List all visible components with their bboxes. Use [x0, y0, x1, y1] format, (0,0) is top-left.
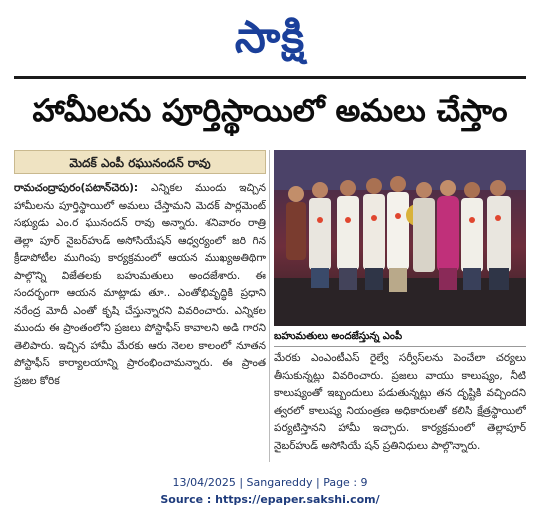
article-photo — [274, 150, 526, 326]
article-dateline: రామచంద్రాపురం(పటాన్‌చెరు): — [14, 182, 139, 194]
photo-caption: బహుమతులు అందజేస్తున్న ఎంపీ — [274, 328, 526, 347]
article-body-right: మేరకు ఎంఎంటీఎస్ రైల్వే సర్వీస్‌లను పెంచేలా చర్యలు తీసుకున్నట్లు వివరించారు. ప్రజలు వాయు కాలుష్యం, నీటి కాలుష్యంతో ఇబ్బందులు పడుతున్నట్లు తన దృష్టికి వచ్చిందని త్వరలో కాలుష్య నియంత్రణ అధికారులతో కలిసి క్షేత్రస్థాయిలో పర్యటిస్తానని హామీ ఇచ్చారు. కార్యక్రమంలో తెల్లాపూర్ నైబర్‌హుడ్ అసోసియే షన్ ప్రతినిధులు పాల్గొన్నారు. — [274, 352, 526, 452]
masthead-logo-text: సాక్షి — [234, 12, 306, 63]
article-body-left-text: ఎన్నికల ముందు ఇచ్చిన హామీలను పూర్తిస్థాయిలో అమలు చేస్తామని మెదక్ పార్లమెంట్ సభ్యుడు ఎం.ర ఘునందన్ రావు అన్నారు. శనివారం రాత్రి తెల్లా పూర్ నైబర్‌హుడ్ అసోసియేషన్ ఆధ్వర్యంలో జరి గిన క్రీడాపోటీల ముగింపు కార్యక్రమంలో ఆయన ముఖ్యఅతిథిగా పాల్గొన్ని విజేతలకు బహుమతులు అందజేశారు. ఈ సందర్భంగా ఆయన మాట్లాడు తూ.. ఎంతోభివృద్ధికి ప్రధాని నరేంద్ర మోదీ ఎంతో కృషి చేస్తున్నారని వివరించారు. ఎన్నికల ముందు ఈ ప్రాంతంలోని ప్రజలు పోస్టాఫీస్ కావాలని అడి గారని తెలిపారు. ఇచ్చిన హామీ మేరకు ఆరు నెలల కాలంలో నూతన పోస్టాఫీస్ కార్యాలయాన్ని ప్రారంభించామన్నారు. ఈ ప్రాంత ప్రజల కోరిక — [14, 182, 266, 387]
source-link[interactable]: Source : https://epaper.sakshi.com/ — [160, 493, 380, 506]
edition-info: 13/04/2025 | Sangareddy | Page : 9 — [172, 476, 368, 489]
newspaper-masthead — [0, 6, 540, 70]
article-headline: హామీలను పూర్తిస్థాయిలో అమలు చేస్తాం — [32, 93, 508, 129]
header-rule — [14, 76, 526, 79]
column-divider — [269, 150, 270, 462]
award-ceremony-photo — [274, 150, 526, 326]
article-body-left — [14, 180, 266, 462]
article-byline: మెదక్ ఎంపీ రఘునందన్ రావు — [14, 150, 266, 174]
